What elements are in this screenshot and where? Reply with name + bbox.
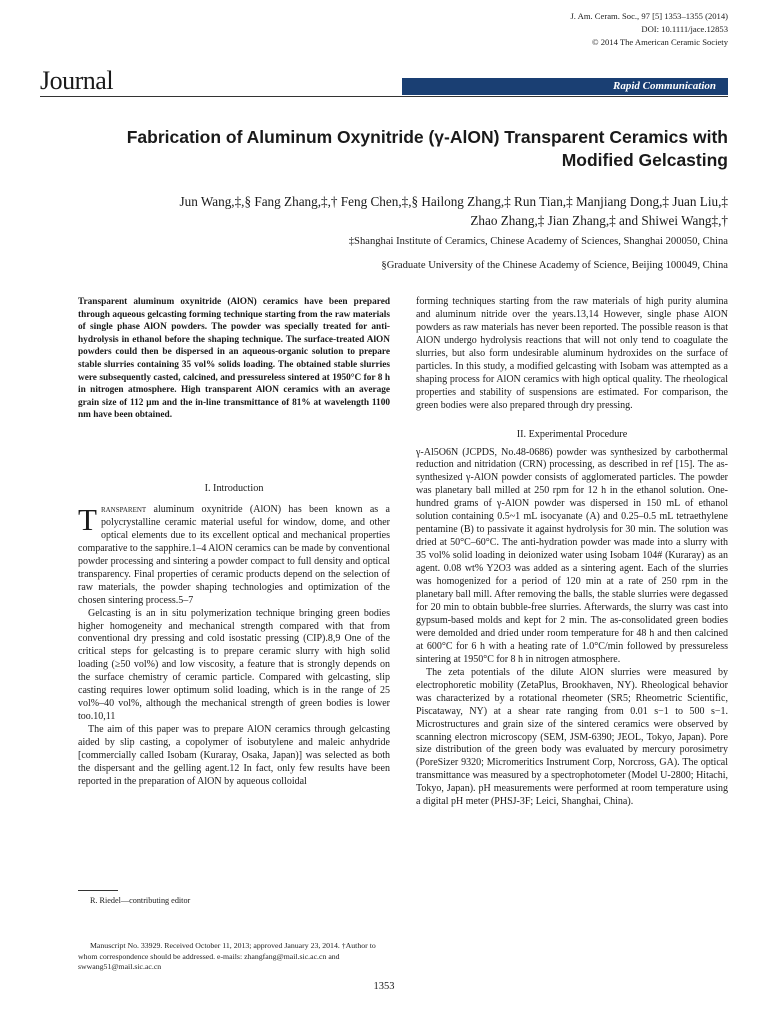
- copyright-line: © 2014 The American Ceramic Society: [592, 37, 728, 47]
- intro-continuation: forming techniques starting from the raw materials of high purity alumina and aluminum nitride over the years.13,14 However, single phase AlON powders as raw materials has never been reported. The possible reason is that AlON undergo hydrolysis reactions that will not only tend to coagulate the slurries, but also form undesirable aluminum hydroxides on the surface of particles. In this study, a modified gelcasting with Isobam was attempted as a shaping process for AlON ceramics with high optical quality. The rheological properties and stability of suspensions are estimated. For comparison, the green bodies were also prepared through dry pressing.: [416, 296, 728, 411]
- title-line-1: Fabrication of Aluminum Oxynitride (γ-AlON) Transparent Ceramics with: [126, 127, 728, 147]
- affiliation-2: §Graduate University of the Chinese Academy of Science, Beijing 100049, China: [381, 260, 728, 271]
- article-type-banner: Rapid Communication: [402, 78, 728, 95]
- drop-cap: T: [78, 501, 97, 537]
- editor-footnote: R. Riedel—contributing editor: [90, 896, 191, 905]
- footnote-rule: [78, 890, 118, 891]
- left-column: [78, 483, 390, 789]
- manuscript-footnote: Manuscript No. 33929. Received October 11, 2013; approved January 23, 2014. †Author to whom correspondence should be addressed. e-mails: zhangfang@mail.sic.ac.cn and swwang51@mail.sic.ac.cn: [78, 941, 376, 971]
- citation-line: J. Am. Ceram. Soc., 97 [5] 1353–1355 (2014): [570, 11, 728, 21]
- experimental-paragraph-1: γ-Al5O6N (JCPDS, No.48-0686) powder was synthesized by carbothermal reduction and nitridation (CRN) processing, as described in ref [15]. The as-synthesized γ-AlON powder consists of agglomerated particles. The powder was planetary ball milled at 250 rpm for 12 h in the ethanol solution. One-hundred grams of γ-AlON powder was dispersed in 150 mL of ethanol solution containing 0.5~1 mL isocyanate (A) and 0.25–0.5 mL tetraethylene pentamine (B) to passivate it against hydrolysis for 30 min. The solution was dried at 50°C–60°C. The anti-hydration powder was made into a slurry with 35 vol% solid loading in deionized water using Isobam 104# (Kuraray) as an agent. 0.08 wt% Y2O3 was added as a sintering agent. Each of the slurries was homogenized for a period of 120 min at a rate of 250 rpm in the planetary ball mill. After removing the balls, the stable slurries were degassed for 20 min to obtain bubble-free slurries. Afterwards, the slurry was cast into gypsum-based molds and kept for 2 min. The as-consolidated green bodies were demolded and dried under room temperature for 48 h and then calcined at 600°C for 6 h with a heating rate of 1.0°C/min followed by pressureless sintering at 1950°C for 8 h in nitrogen atmosphere.: [416, 446, 728, 665]
- author-line-2: Zhao Zhang,‡ Jian Zhang,‡ and Shiwei Wang‡,†: [470, 213, 728, 228]
- journal-logo: Journal: [40, 66, 114, 95]
- section-heading-introduction: I. Introduction: [204, 483, 264, 494]
- article-title: [40, 126, 728, 172]
- title-line-2: Modified Gelcasting: [561, 150, 728, 170]
- header-rule: [40, 96, 728, 97]
- section-heading-experimental: II. Experimental Procedure: [516, 428, 628, 440]
- intro-paragraph-1: Transparent aluminum oxynitride (AlON) has been known as a polycrystalline ceramic material useful for window, dome, and other optical elements due to its excellent optical and mechanical properties comparative to the sapphire.1–4 AlON ceramics can be made by conventional powder processing and sintering a powder compact to full density and optical transparency. Final properties of ceramic products depend on the selection of raw materials, the powder shaping technologies and optimization of the chosen sintering process.5–7: [78, 501, 390, 606]
- affiliation-1: ‡Shanghai Institute of Ceramics, Chinese Academy of Sciences, Shanghai 200050, China: [348, 236, 728, 247]
- lead-word: ransparent: [100, 503, 147, 515]
- journal-citation-block: [368, 10, 728, 49]
- author-line-1: Jun Wang,‡,§ Fang Zhang,‡,† Feng Chen,‡,§ Hailong Zhang,‡ Run Tian,‡ Manjiang Dong,‡ Juan Liu,‡: [179, 194, 728, 209]
- right-column: [416, 296, 728, 809]
- author-list: [40, 192, 728, 230]
- intro-paragraph-3: The aim of this paper was to prepare AlON ceramics through gelcasting aided by slip casting, a copolymer of isobutylene and maleic anhydride [commercially called Isobam (Kuraray, Osaka, Japan)] was selected as both the dispersant and the gelling agent.12 In fact, only few results have been reported in the preparation of AlON by aqueous colloidal: [78, 724, 390, 787]
- page-number: 1353: [373, 981, 395, 992]
- intro-paragraph-2: Gelcasting is an in situ polymerization technique bringing green bodies higher homogeneity and mechanical strength compared with that from conventional dry pressing and cold isostatic pressing (CIP).8,9 One of the critical steps for gelcasting is to prepare ceramic slurry with high solid loading (≥50 vol%) and low viscosity, a feature that is strongly depends on the surface chemistry of ceramic particle. Compared with gelcasting, slip casting requires lower optimum solid loading, which is in the range of 25 vol%–40 vol%, although the mechanical strength of green bodies is lower too.10,11: [78, 607, 390, 723]
- doi-line: DOI: 10.1111/jace.12853: [641, 24, 728, 34]
- abstract: Transparent aluminum oxynitride (AlON) ceramics have been prepared through aqueous gelcasting forming technique starting from the raw materials of single phase AlON powders. The powder was specially treated for anti-hydrolysis in ethanol before the shaping technique. The surface-treated AlON powders could then be dispersed in an aqueous-organic solution to prepare stable slurries containing 35 vol% solids loading. The obtained stable slurries were subsequently casted, calcined, and pressureless sintered at 1950°C for 8 h in nitrogen atmosphere. High transparent AlON ceramics with an average grain size of 112 μm and the in-line transmittance of 81% at wavelength 1100 nm have been obtained.: [78, 297, 390, 421]
- experimental-paragraph-2: The zeta potentials of the dilute AlON slurries were measured by electrophoretic mobility (ZetaPlus, Brookhaven, NY). Rheological behavior was characterized by a rotational rheometer (SR5; Rheometric Scientific, Piscataway, NY) at a shear rate ranging from 0.01 s−1 to 500 s−1. Microstructures and grain size of the sintered ceramics were observed by scanning electron microscopy (SEM, JSM-6390; JEOL, Tokyo, Japan). Pore size distribution of the green body was evaluated by mercury porosimetry (PoreSizer 9320; Micromeritics Instrument Corp, Norcross, GA). The optical transmittance was measured by a spectrophotometer (Model U-2800; Hitachi, Tokyo, Japan). pH measurements were performed at room temperature using a digital pH meter (PHSJ-3F; Leici, Shanghai, China).: [416, 666, 728, 808]
